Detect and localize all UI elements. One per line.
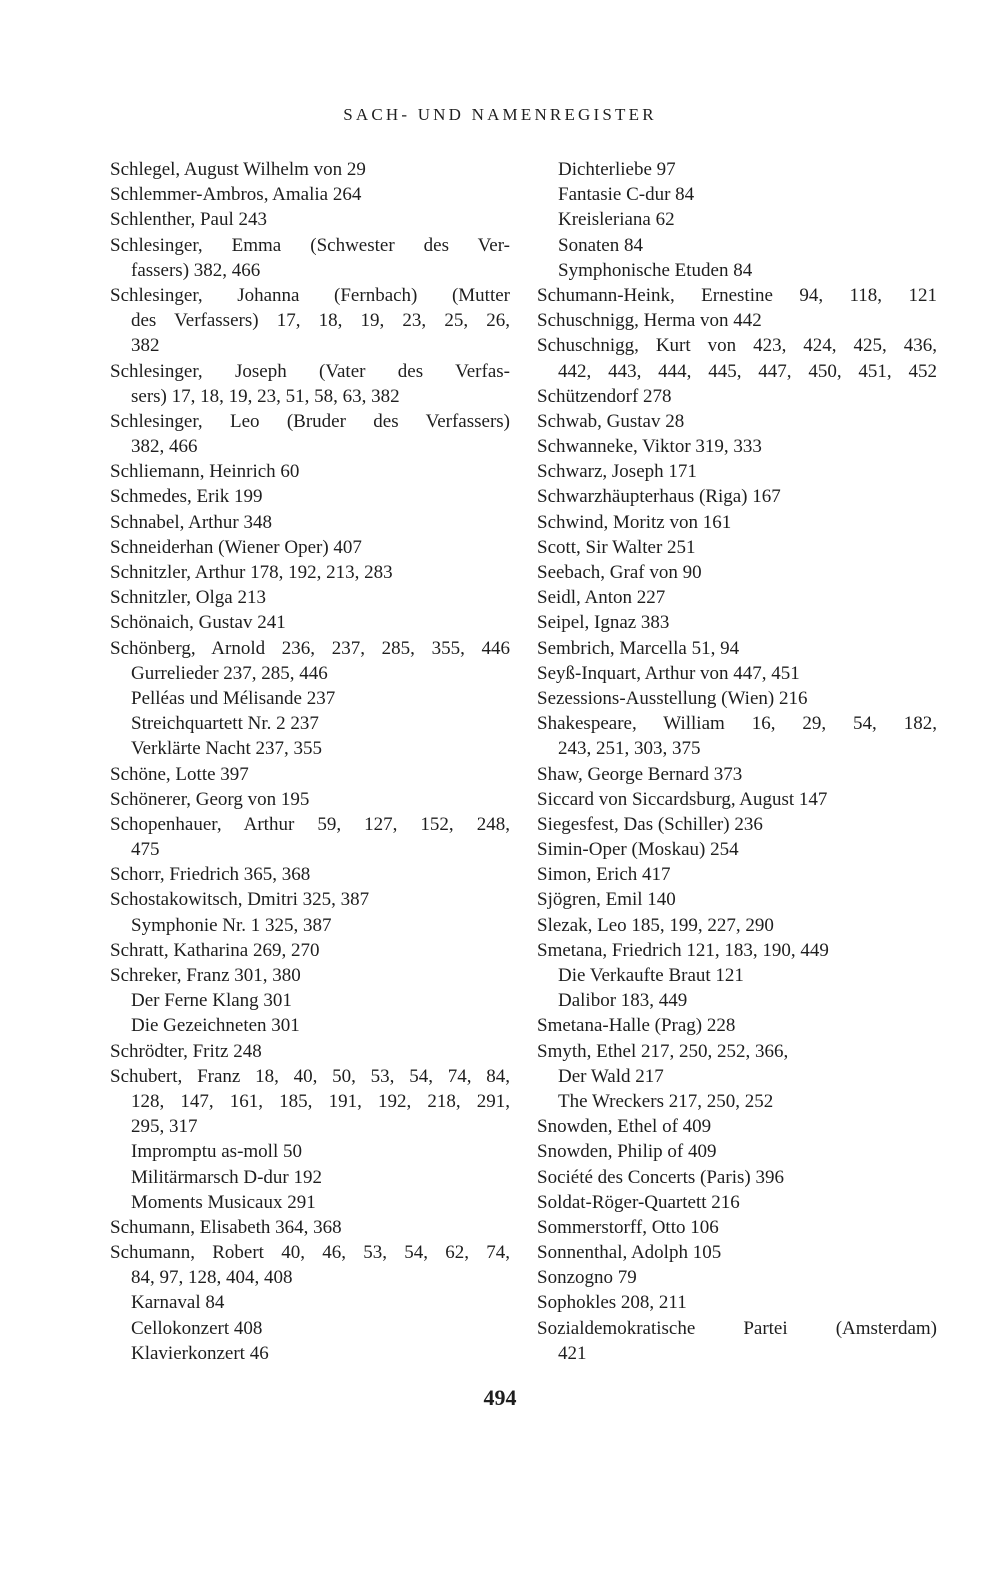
index-entry-line: Schopenhauer, Arthur 59, 127, 152, 248,: [110, 813, 510, 835]
index-entry-line: Schwarzhäupterhaus (Riga) 167: [537, 486, 781, 508]
index-entry-line: des Verfassers) 17, 18, 19, 23, 25, 26,: [131, 310, 510, 332]
index-entry-line: Smetana-Halle (Prag) 228: [537, 1015, 736, 1037]
index-entry-line: Sonnenthal, Adolph 105: [537, 1242, 722, 1264]
index-entry-line: Slezak, Leo 185, 199, 227, 290: [537, 914, 774, 936]
index-entry-line: fassers) 382, 466: [131, 259, 261, 281]
index-entry-line: Sozialdemokratische Partei (Amsterdam): [537, 1317, 937, 1339]
index-entry-line: Shakespeare, William 16, 29, 54, 182,: [537, 713, 937, 735]
index-entry-line: Kreisleriana 62: [558, 209, 675, 231]
index-entry-line: Snowden, Philip of 409: [537, 1141, 717, 1163]
index-column-right: [537, 157, 937, 1366]
index-entry-line: Schratt, Katharina 269, 270: [110, 939, 320, 961]
index-entry-line: Pelléas und Mélisande 237: [131, 687, 336, 709]
index-entry-line: 475: [131, 839, 160, 861]
page-number: 494: [483, 1385, 517, 1410]
index-entry-line: Scott, Sir Walter 251: [537, 536, 696, 558]
index-entry-line: Schwarz, Joseph 171: [537, 461, 697, 483]
index-entry-line: Schnabel, Arthur 348: [110, 511, 273, 533]
index-entry-line: Symphonie Nr. 1 325, 387: [131, 914, 332, 936]
index-entry-line: Seyß-Inquart, Arthur von 447, 451: [537, 662, 800, 684]
index-entry-line: Dichterliebe 97: [558, 159, 676, 180]
index-entry-line: Seipel, Ignaz 383: [537, 612, 670, 634]
index-entry-line: Sembrich, Marcella 51, 94: [537, 637, 740, 659]
index-entry-line: Sjögren, Emil 140: [537, 889, 676, 911]
index-entry-line: Dalibor 183, 449: [558, 990, 688, 1012]
index-entry-line: Schmedes, Erik 199: [110, 486, 263, 508]
index-entry-line: Der Ferne Klang 301: [131, 990, 292, 1012]
index-entry-line: The Wreckers 217, 250, 252: [558, 1090, 774, 1112]
index-entry-line: Snowden, Ethel of 409: [537, 1116, 712, 1138]
index-entry-line: Schnitzler, Arthur 178, 192, 213, 283: [110, 562, 393, 583]
index-entry-line: 243, 251, 303, 375: [558, 738, 701, 760]
index-entry-line: Schlenther, Paul 243: [110, 209, 268, 231]
index-entry-line: Shaw, George Bernard 373: [537, 763, 743, 785]
index-entry-line: Schlesinger, Emma (Schwester des Ver-: [110, 234, 510, 256]
index-entry-line: Schwab, Gustav 28: [537, 410, 685, 432]
index-entry-line: Schützendorf 278: [537, 385, 672, 407]
index-entry-line: Schubert, Franz 18, 40, 50, 53, 54, 74, 84,: [110, 1065, 510, 1087]
index-entry-line: 84, 97, 128, 404, 408: [131, 1267, 293, 1289]
index-entry-line: Schnitzler, Olga 213: [110, 587, 266, 609]
index-column-left: [110, 157, 510, 1366]
index-entry-line: Smyth, Ethel 217, 250, 252, 366,: [537, 1040, 789, 1062]
index-entry-line: Schlesinger, Leo (Bruder des Verfassers): [110, 410, 510, 432]
index-entry-line: Schostakowitsch, Dmitri 325, 387: [110, 889, 370, 911]
index-entry-line: Schwind, Moritz von 161: [537, 511, 732, 533]
index-entry-line: Société des Concerts (Paris) 396: [537, 1166, 784, 1188]
index-entry-line: Schumann-Heink, Ernestine 94, 118, 121: [537, 284, 937, 306]
index-entry-line: Sonzogno 79: [537, 1267, 637, 1289]
index-entry-line: Die Gezeichneten 301: [131, 1015, 300, 1037]
index-entry-line: Schlegel, August Wilhelm von 29: [110, 159, 366, 180]
index-entry-line: Militärmarsch D-dur 192: [131, 1166, 323, 1188]
index-entry-line: Schlemmer-Ambros, Amalia 264: [110, 184, 362, 206]
index-entry-line: Gurrelieder 237, 285, 446: [131, 662, 328, 684]
index-entry-line: Streichquartett Nr. 2 237: [131, 713, 319, 735]
index-entry-line: Fantasie C-dur 84: [558, 184, 695, 206]
index-entry-line: Schorr, Friedrich 365, 368: [110, 864, 311, 886]
index-entry-line: 382: [131, 335, 160, 357]
index-entry-line: Seebach, Graf von 90: [537, 562, 702, 583]
index-entry-line: sers) 17, 18, 19, 23, 51, 58, 63, 382: [131, 385, 400, 407]
index-entry-line: Sezessions-Ausstellung (Wien) 216: [537, 687, 808, 709]
index-entry-line: Moments Musicaux 291: [131, 1191, 316, 1213]
index-entry-line: Soldat-Röger-Quartett 216: [537, 1191, 740, 1213]
index-entry-line: Schönerer, Georg von 195: [110, 788, 310, 810]
index-entry-line: Smetana, Friedrich 121, 183, 190, 449: [537, 939, 829, 961]
index-entry-line: Schliemann, Heinrich 60: [110, 461, 300, 483]
index-entry-line: Schrödter, Fritz 248: [110, 1040, 262, 1062]
index-entry-line: 128, 147, 161, 185, 191, 192, 218, 291,: [131, 1090, 510, 1112]
index-entry-line: Der Wald 217: [558, 1065, 664, 1087]
index-entry-line: Schuschnigg, Kurt von 423, 424, 425, 436,: [537, 335, 937, 357]
index-entry-line: Cellokonzert 408: [131, 1317, 263, 1339]
index-entry-line: Schlesinger, Joseph (Vater des Verfas-: [110, 360, 510, 382]
index-entry-line: Siegesfest, Das (Schiller) 236: [537, 813, 763, 835]
index-entry-line: Schumann, Elisabeth 364, 368: [110, 1216, 342, 1238]
index-entry-line: Siccard von Siccardsburg, August 147: [537, 788, 828, 810]
index-entry-line: 421: [558, 1342, 587, 1364]
index-entry-line: Sophokles 208, 211: [537, 1292, 687, 1314]
index-entry-line: Schneiderhan (Wiener Oper) 407: [110, 536, 362, 558]
index-entry-line: Schuschnigg, Herma von 442: [537, 310, 762, 332]
index-entry-line: Schöne, Lotte 397: [110, 763, 249, 785]
index-entry-line: Die Verkaufte Braut 121: [558, 965, 744, 986]
index-entry-line: Schönberg, Arnold 236, 237, 285, 355, 446: [110, 637, 510, 659]
index-entry-line: Sonaten 84: [558, 234, 643, 256]
index-entry-line: 295, 317: [131, 1116, 198, 1138]
index-entry-line: Karnaval 84: [131, 1292, 225, 1314]
index-entry-line: Seidl, Anton 227: [537, 587, 666, 609]
index-entry-line: Simin-Oper (Moskau) 254: [537, 839, 739, 861]
index-entry-line: Sommerstorff, Otto 106: [537, 1216, 719, 1238]
index-entry-line: Verklärte Nacht 237, 355: [131, 738, 322, 760]
index-entry-line: Simon, Erich 417: [537, 864, 671, 886]
index-entry-line: 382, 466: [131, 436, 198, 458]
index-entry-line: Schwanneke, Viktor 319, 333: [537, 436, 762, 458]
index-entry-line: Impromptu as-moll 50: [131, 1141, 302, 1163]
index-entry-line: 442, 443, 444, 445, 447, 450, 451, 452: [558, 360, 937, 382]
index-entry-line: Schumann, Robert 40, 46, 53, 54, 62, 74,: [110, 1242, 510, 1264]
index-entry-line: Schönaich, Gustav 241: [110, 612, 286, 634]
index-entry-line: Schlesinger, Johanna (Fernbach) (Mutter: [110, 284, 510, 306]
running-head: SACH- UND NAMENREGISTER: [343, 105, 657, 124]
index-entry-line: Schreker, Franz 301, 380: [110, 965, 301, 986]
index-entry-line: Symphonische Etuden 84: [558, 259, 753, 281]
index-entry-line: Klavierkonzert 46: [131, 1342, 269, 1364]
